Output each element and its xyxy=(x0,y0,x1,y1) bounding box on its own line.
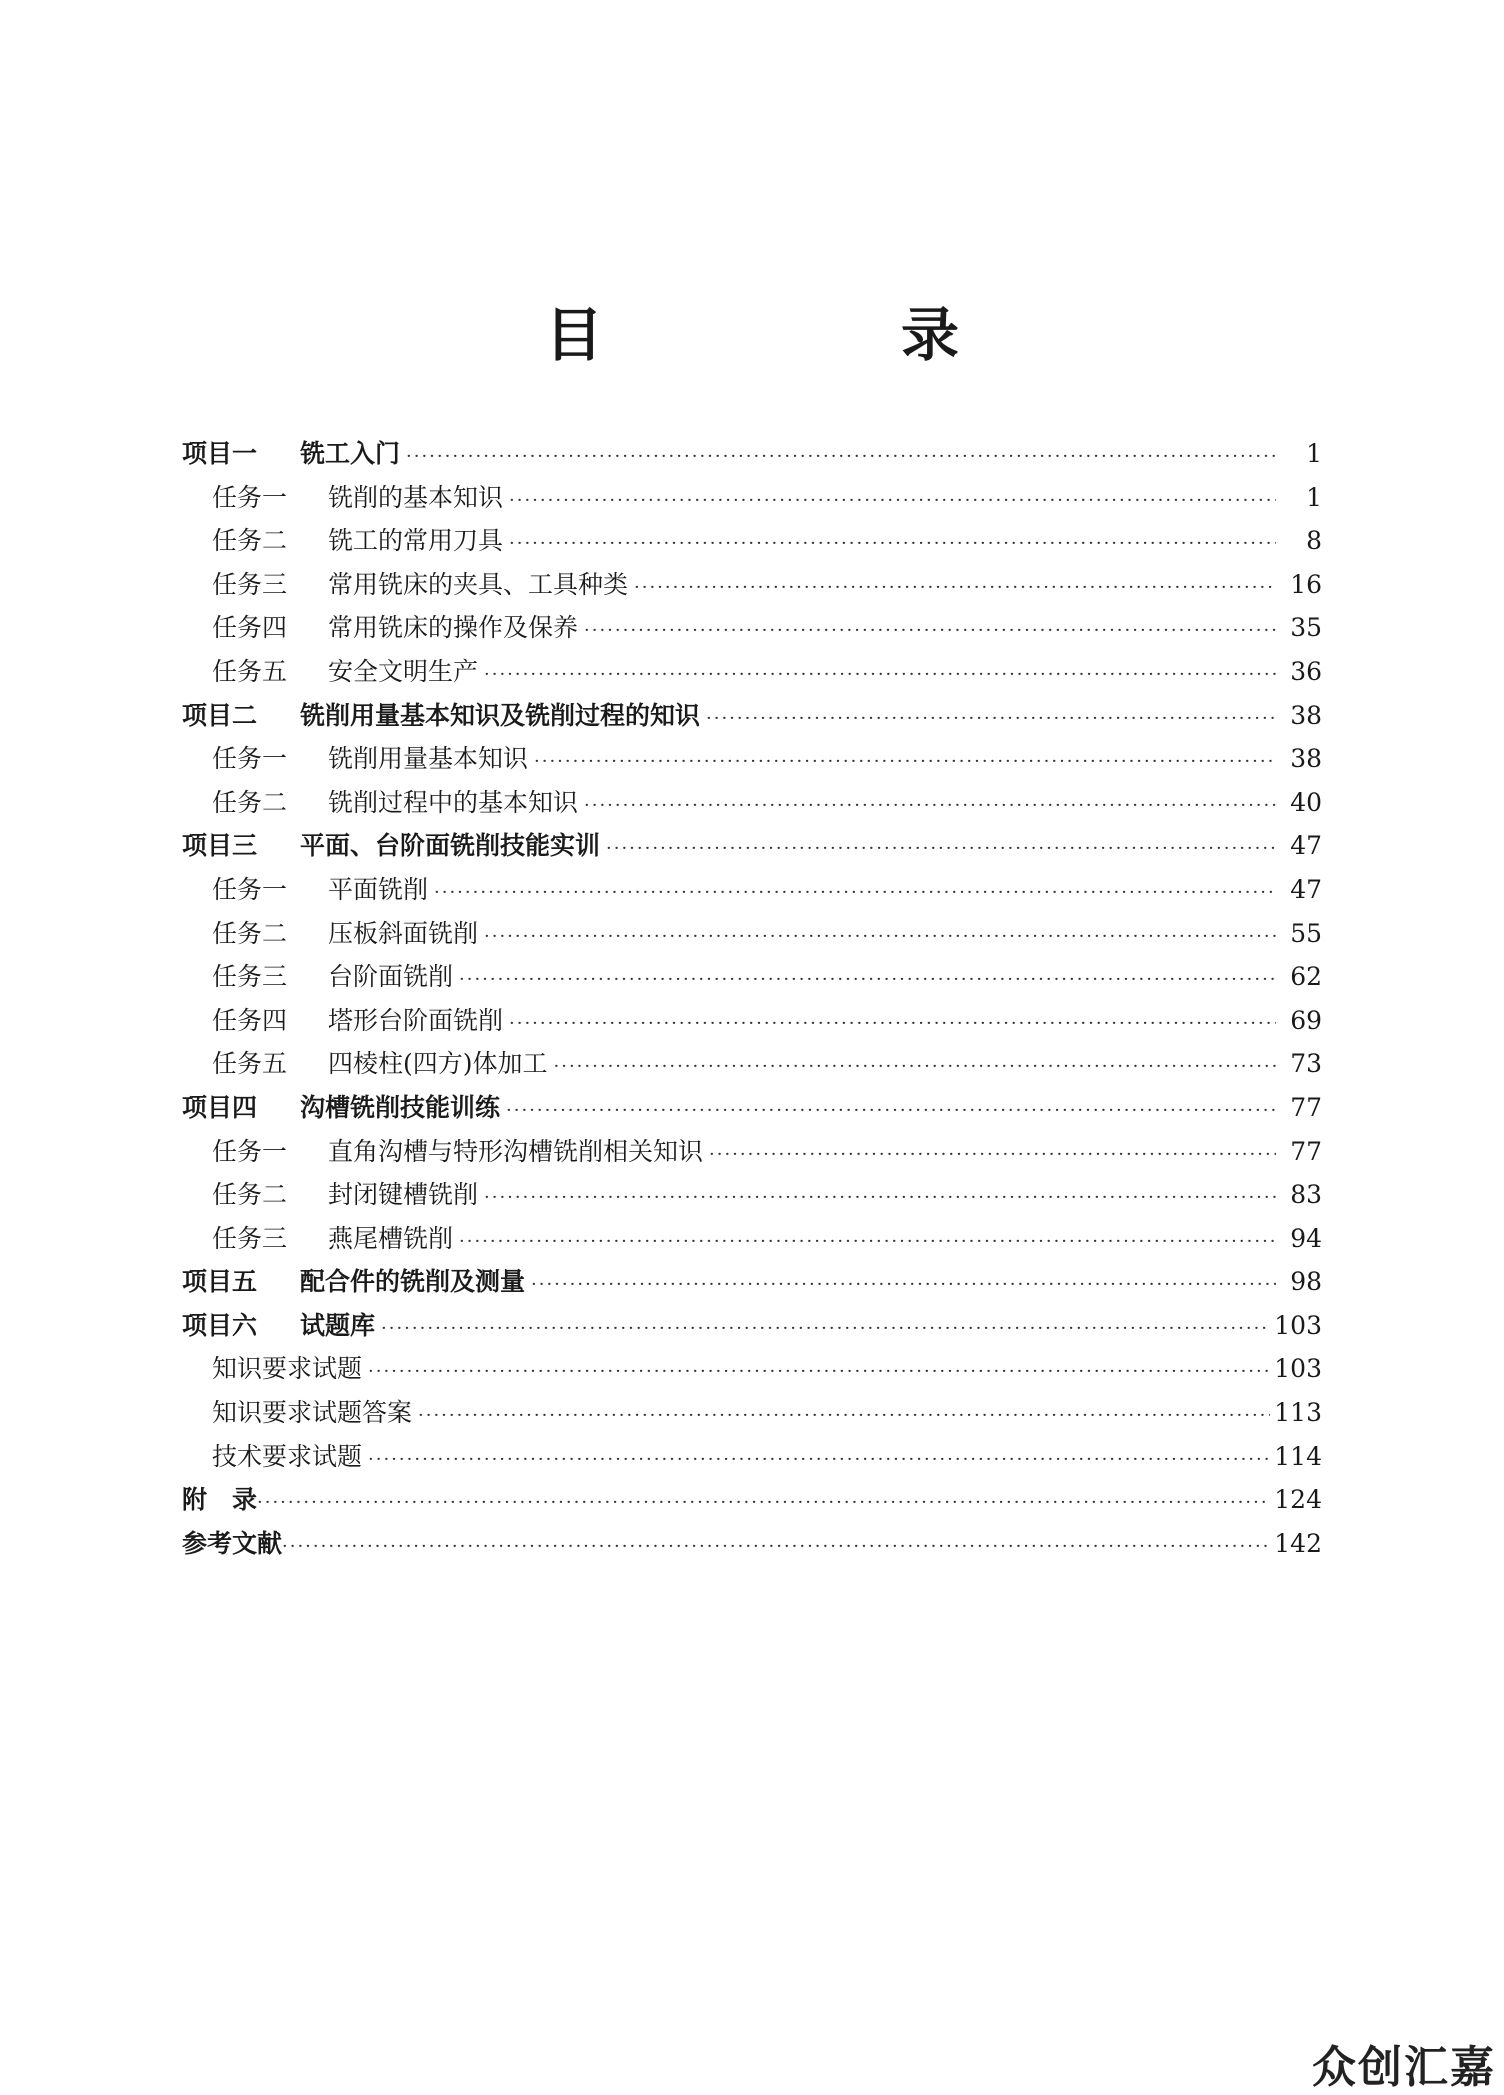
toc-entry-project[interactable] xyxy=(182,824,1322,868)
page-title: 目 录 xyxy=(544,301,1079,369)
toc-entry-task[interactable] xyxy=(182,519,1322,563)
leader-dots xyxy=(584,784,1276,828)
toc-entry-label: 任务三 xyxy=(212,962,288,992)
toc-entry-label: 项目三 xyxy=(182,831,258,861)
toc-entry-page-number: 98 xyxy=(1290,1267,1322,1297)
leader-dots xyxy=(406,435,1276,479)
watermark-logo: 众创汇嘉 xyxy=(1312,2042,1496,2093)
toc-entry-project[interactable] xyxy=(182,1086,1322,1130)
toc-entry-title: 铣工的常用刀具 xyxy=(328,526,504,556)
toc-entry-label: 任务一 xyxy=(212,744,288,774)
toc-entry-page-number: 35 xyxy=(1290,613,1322,643)
toc-entry-label: 项目五 xyxy=(182,1267,258,1297)
toc-entry-page-number: 124 xyxy=(1274,1485,1322,1515)
toc-entry-title: 四棱柱(四方)体加工 xyxy=(328,1049,548,1079)
toc-entry-task[interactable] xyxy=(182,1042,1322,1086)
toc-entry-page-number: 47 xyxy=(1290,831,1322,861)
toc-entry-label: 任务二 xyxy=(212,526,288,556)
toc-entry-title: 沟槽铣削技能训练 xyxy=(300,1092,501,1122)
toc-entry-title: 铣削用量基本知识及铣削过程的知识 xyxy=(300,700,701,730)
toc-entry-task[interactable] xyxy=(182,737,1322,781)
toc-entry-task[interactable] xyxy=(182,563,1322,607)
toc-entry-page-number: 77 xyxy=(1290,1092,1322,1122)
leader-dots xyxy=(584,609,1276,653)
toc-entry-label: 任务二 xyxy=(212,1180,288,1210)
toc-entry-title: 常用铣床的夹具、工具种类 xyxy=(328,569,629,599)
leader-dots xyxy=(509,1002,1276,1046)
toc-entry-label: 任务二 xyxy=(212,787,288,817)
toc-entry-task[interactable] xyxy=(182,999,1322,1043)
toc-entry-title: 常用铣床的操作及保养 xyxy=(328,613,579,643)
toc-entry-page-number: 47 xyxy=(1290,874,1322,904)
toc-entry-title: 配合件的铣削及测量 xyxy=(300,1267,526,1297)
toc-entry-task[interactable] xyxy=(182,606,1322,650)
toc-entry-task[interactable] xyxy=(182,650,1322,694)
toc-entry-page-number: 40 xyxy=(1290,787,1322,817)
leader-dots xyxy=(257,1481,1270,1525)
toc-entry-page-number: 38 xyxy=(1290,744,1322,774)
leader-dots xyxy=(459,1220,1276,1264)
toc-entry-page-number: 16 xyxy=(1290,569,1322,599)
toc-entry-page-number: 1 xyxy=(1306,482,1322,512)
toc-entry-title: 封闭键槽铣削 xyxy=(328,1180,479,1210)
toc-entry-page-number: 1 xyxy=(1306,439,1322,468)
toc-entry-project[interactable] xyxy=(182,1260,1322,1304)
toc-entry-label: 任务三 xyxy=(212,569,288,599)
toc-entry-label: 项目二 xyxy=(182,700,258,730)
toc-entry-page-number: 83 xyxy=(1290,1180,1322,1210)
toc-entry-label: 任务一 xyxy=(212,482,288,512)
toc-entry-page-number: 69 xyxy=(1290,1005,1322,1035)
leader-dots xyxy=(706,697,1276,741)
toc-entry-project[interactable] xyxy=(182,1478,1322,1522)
toc-entry-title: 平面、台阶面铣削技能实训 xyxy=(300,831,601,861)
toc-entry-project[interactable] xyxy=(182,1522,1322,1566)
toc-entry-title: 台阶面铣削 xyxy=(328,962,454,992)
toc-entry-page-number: 38 xyxy=(1290,700,1322,730)
leader-dots xyxy=(368,1350,1270,1394)
leader-dots xyxy=(484,915,1276,959)
toc-entry-label: 项目一 xyxy=(182,439,258,468)
toc-entry-project[interactable] xyxy=(182,1304,1322,1348)
toc-entry-page-number: 55 xyxy=(1290,918,1322,948)
toc-entry-page-number: 77 xyxy=(1290,1136,1322,1166)
toc-entry-label: 任务一 xyxy=(212,1136,288,1166)
toc-entry-title: 铣削用量基本知识 xyxy=(328,744,529,774)
leader-dots xyxy=(368,1438,1270,1482)
toc-entry-title: 铣削的基本知识 xyxy=(328,482,504,512)
toc-entry-title: 铣削过程中的基本知识 xyxy=(328,787,579,817)
leader-dots xyxy=(418,1394,1270,1438)
leader-dots xyxy=(509,479,1276,523)
toc-entry-label: 项目六 xyxy=(182,1310,258,1340)
leader-dots xyxy=(534,740,1276,784)
toc-entry-title: 安全文明生产 xyxy=(328,656,479,686)
toc-entry-label: 任务三 xyxy=(212,1223,288,1253)
toc-entry-page-number: 103 xyxy=(1274,1310,1322,1340)
leader-dots xyxy=(484,1176,1276,1220)
toc-entry-page-number: 113 xyxy=(1274,1398,1322,1428)
toc-entry-title: 铣工入门 xyxy=(300,439,401,468)
toc-entry-task[interactable] xyxy=(182,868,1322,912)
toc-entry-task[interactable] xyxy=(182,955,1322,999)
toc-entry-title: 技术要求试题 xyxy=(212,1441,363,1471)
leader-dots xyxy=(434,871,1276,915)
leader-dots xyxy=(459,958,1276,1002)
toc-entry-label: 任务一 xyxy=(212,874,288,904)
toc-entry-project[interactable] xyxy=(182,694,1322,738)
leader-dots xyxy=(554,1045,1276,1089)
leader-dots xyxy=(381,1307,1270,1351)
toc-entry-label: 任务五 xyxy=(212,656,288,686)
toc-entry-page-number: 73 xyxy=(1290,1049,1322,1079)
toc-entry-page-number: 62 xyxy=(1290,962,1322,992)
toc-entry-label: 任务四 xyxy=(212,613,288,643)
toc-entry-title: 压板斜面铣削 xyxy=(328,918,479,948)
toc-entry-title: 知识要求试题 xyxy=(212,1354,363,1384)
toc-entry-task[interactable] xyxy=(182,912,1322,956)
toc-entry-page-number: 94 xyxy=(1290,1223,1322,1253)
toc-entry-label: 项目四 xyxy=(182,1092,258,1122)
leader-dots xyxy=(709,1133,1276,1177)
toc-entry-task[interactable] xyxy=(182,476,1322,520)
toc-entry-label: 附 录 xyxy=(182,1485,258,1515)
toc-entry-sub[interactable] xyxy=(182,1435,1322,1479)
toc-entry-title: 塔形台阶面铣削 xyxy=(328,1005,504,1035)
leader-dots xyxy=(506,1089,1276,1133)
toc-entry-label: 任务五 xyxy=(212,1049,288,1079)
leader-dots xyxy=(484,653,1276,697)
toc-entry-page-number: 142 xyxy=(1274,1528,1322,1558)
toc-entry-label: 任务四 xyxy=(212,1005,288,1035)
toc-entry-page-number: 114 xyxy=(1274,1441,1322,1471)
toc-entry-title: 直角沟槽与特形沟槽铣削相关知识 xyxy=(328,1136,704,1166)
toc-entry-title: 燕尾槽铣削 xyxy=(328,1223,454,1253)
toc-entry-sub[interactable] xyxy=(182,1391,1322,1435)
leader-dots xyxy=(606,827,1276,871)
leader-dots xyxy=(282,1525,1270,1569)
toc-entry-page-number: 8 xyxy=(1306,526,1322,556)
toc-entry-page-number: 103 xyxy=(1274,1354,1322,1384)
toc-entry-task[interactable] xyxy=(182,1217,1322,1261)
leader-dots xyxy=(531,1263,1276,1307)
toc-entry-project[interactable] xyxy=(182,432,1322,476)
table-of-contents xyxy=(182,432,1322,1565)
leader-dots xyxy=(509,522,1276,566)
toc-entry-task[interactable] xyxy=(182,1130,1322,1174)
leader-dots xyxy=(634,566,1276,610)
toc-entry-title: 平面铣削 xyxy=(328,874,429,904)
toc-entry-label: 参考文献 xyxy=(182,1528,283,1558)
toc-entry-title: 试题库 xyxy=(300,1310,376,1340)
toc-entry-sub[interactable] xyxy=(182,1347,1322,1391)
toc-entry-label: 任务二 xyxy=(212,918,288,948)
toc-entry-title: 知识要求试题答案 xyxy=(212,1398,413,1428)
toc-entry-task[interactable] xyxy=(182,781,1322,825)
toc-entry-page-number: 36 xyxy=(1290,656,1322,686)
toc-entry-task[interactable] xyxy=(182,1173,1322,1217)
